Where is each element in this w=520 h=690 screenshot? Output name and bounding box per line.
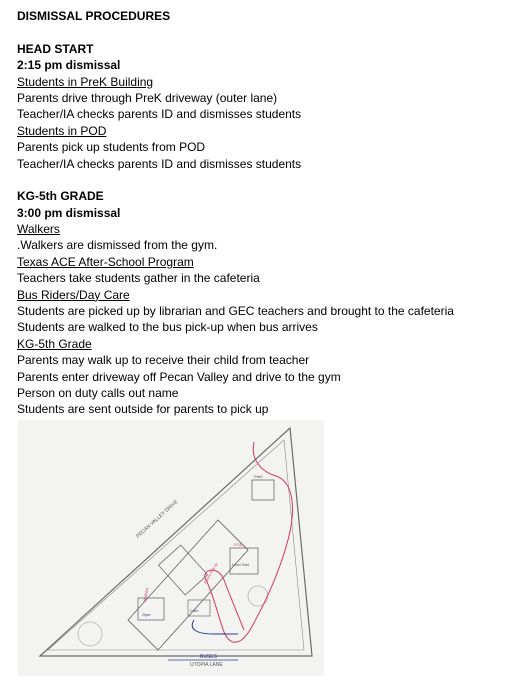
street-label-pecan-valley: PECAN VALLEY DRIVE — [135, 499, 180, 540]
dismissal-time-kg5: 3:00 pm dismissal — [17, 205, 121, 220]
procedure-line: Parents drive through PreK driveway (outer lane) — [17, 90, 278, 105]
group-label: KG-5th Grade — [17, 336, 92, 351]
map-label-gym: Gym — [142, 612, 151, 617]
campus-map-drawing — [18, 420, 324, 676]
map-label-pod: POD — [234, 542, 243, 547]
procedure-line: Person on duty calls out name — [17, 385, 179, 400]
procedure-line: Parents may walk up to receive their child from teacher — [17, 353, 310, 368]
map-label-cafeteria: Cafe — [190, 608, 199, 613]
section-heading-head-start: HEAD START — [17, 41, 94, 56]
map-label-walkers: Walkers — [142, 587, 150, 603]
group-label: Students in PreK Building — [17, 74, 154, 89]
procedure-line: Teacher/IA checks parents ID and dismisses students — [17, 156, 302, 171]
procedure-line: Parents enter driveway off Pecan Valley and drive to the gym — [17, 369, 341, 384]
map-label-headstart: Head Start — [232, 563, 250, 567]
procedure-line: Students are sent outside for parents to pick up — [17, 402, 269, 417]
procedure-line: Teachers take students gather in the cafeteria — [17, 271, 260, 286]
section-heading-kg5: KG-5th GRADE — [17, 189, 104, 204]
group-label: Students in POD — [17, 123, 107, 138]
procedure-line: Teacher/IA checks parents ID and dismisses students — [17, 107, 302, 122]
document-title: DISMISSAL PROCEDURES — [17, 9, 171, 23]
map-label-prek: PreK — [254, 474, 263, 479]
campus-map-photo — [18, 420, 324, 676]
group-label: Bus Riders/Day Care — [17, 287, 130, 302]
group-label: Texas ACE After-School Program — [17, 254, 194, 269]
group-label: Walkers — [17, 222, 60, 237]
procedure-line: Students are walked to the bus pick-up when bus arrives — [17, 320, 318, 335]
map-label-buses: BUSES — [200, 654, 217, 660]
procedure-line: Parents pick up students from POD — [17, 140, 206, 155]
street-label-utopia: UTOPIA LANE — [190, 662, 223, 668]
procedure-line: .Walkers are dismissed from the gym. — [17, 238, 218, 253]
map-label-parent-pickup: Parent Pick-up — [203, 562, 219, 585]
map-paper — [18, 420, 324, 676]
dismissal-time-head-start: 2:15 pm dismissal — [17, 58, 121, 73]
document-body — [17, 8, 512, 418]
procedure-line: Students are picked up by librarian and GEC teachers and brought to the cafeteria — [17, 304, 454, 319]
